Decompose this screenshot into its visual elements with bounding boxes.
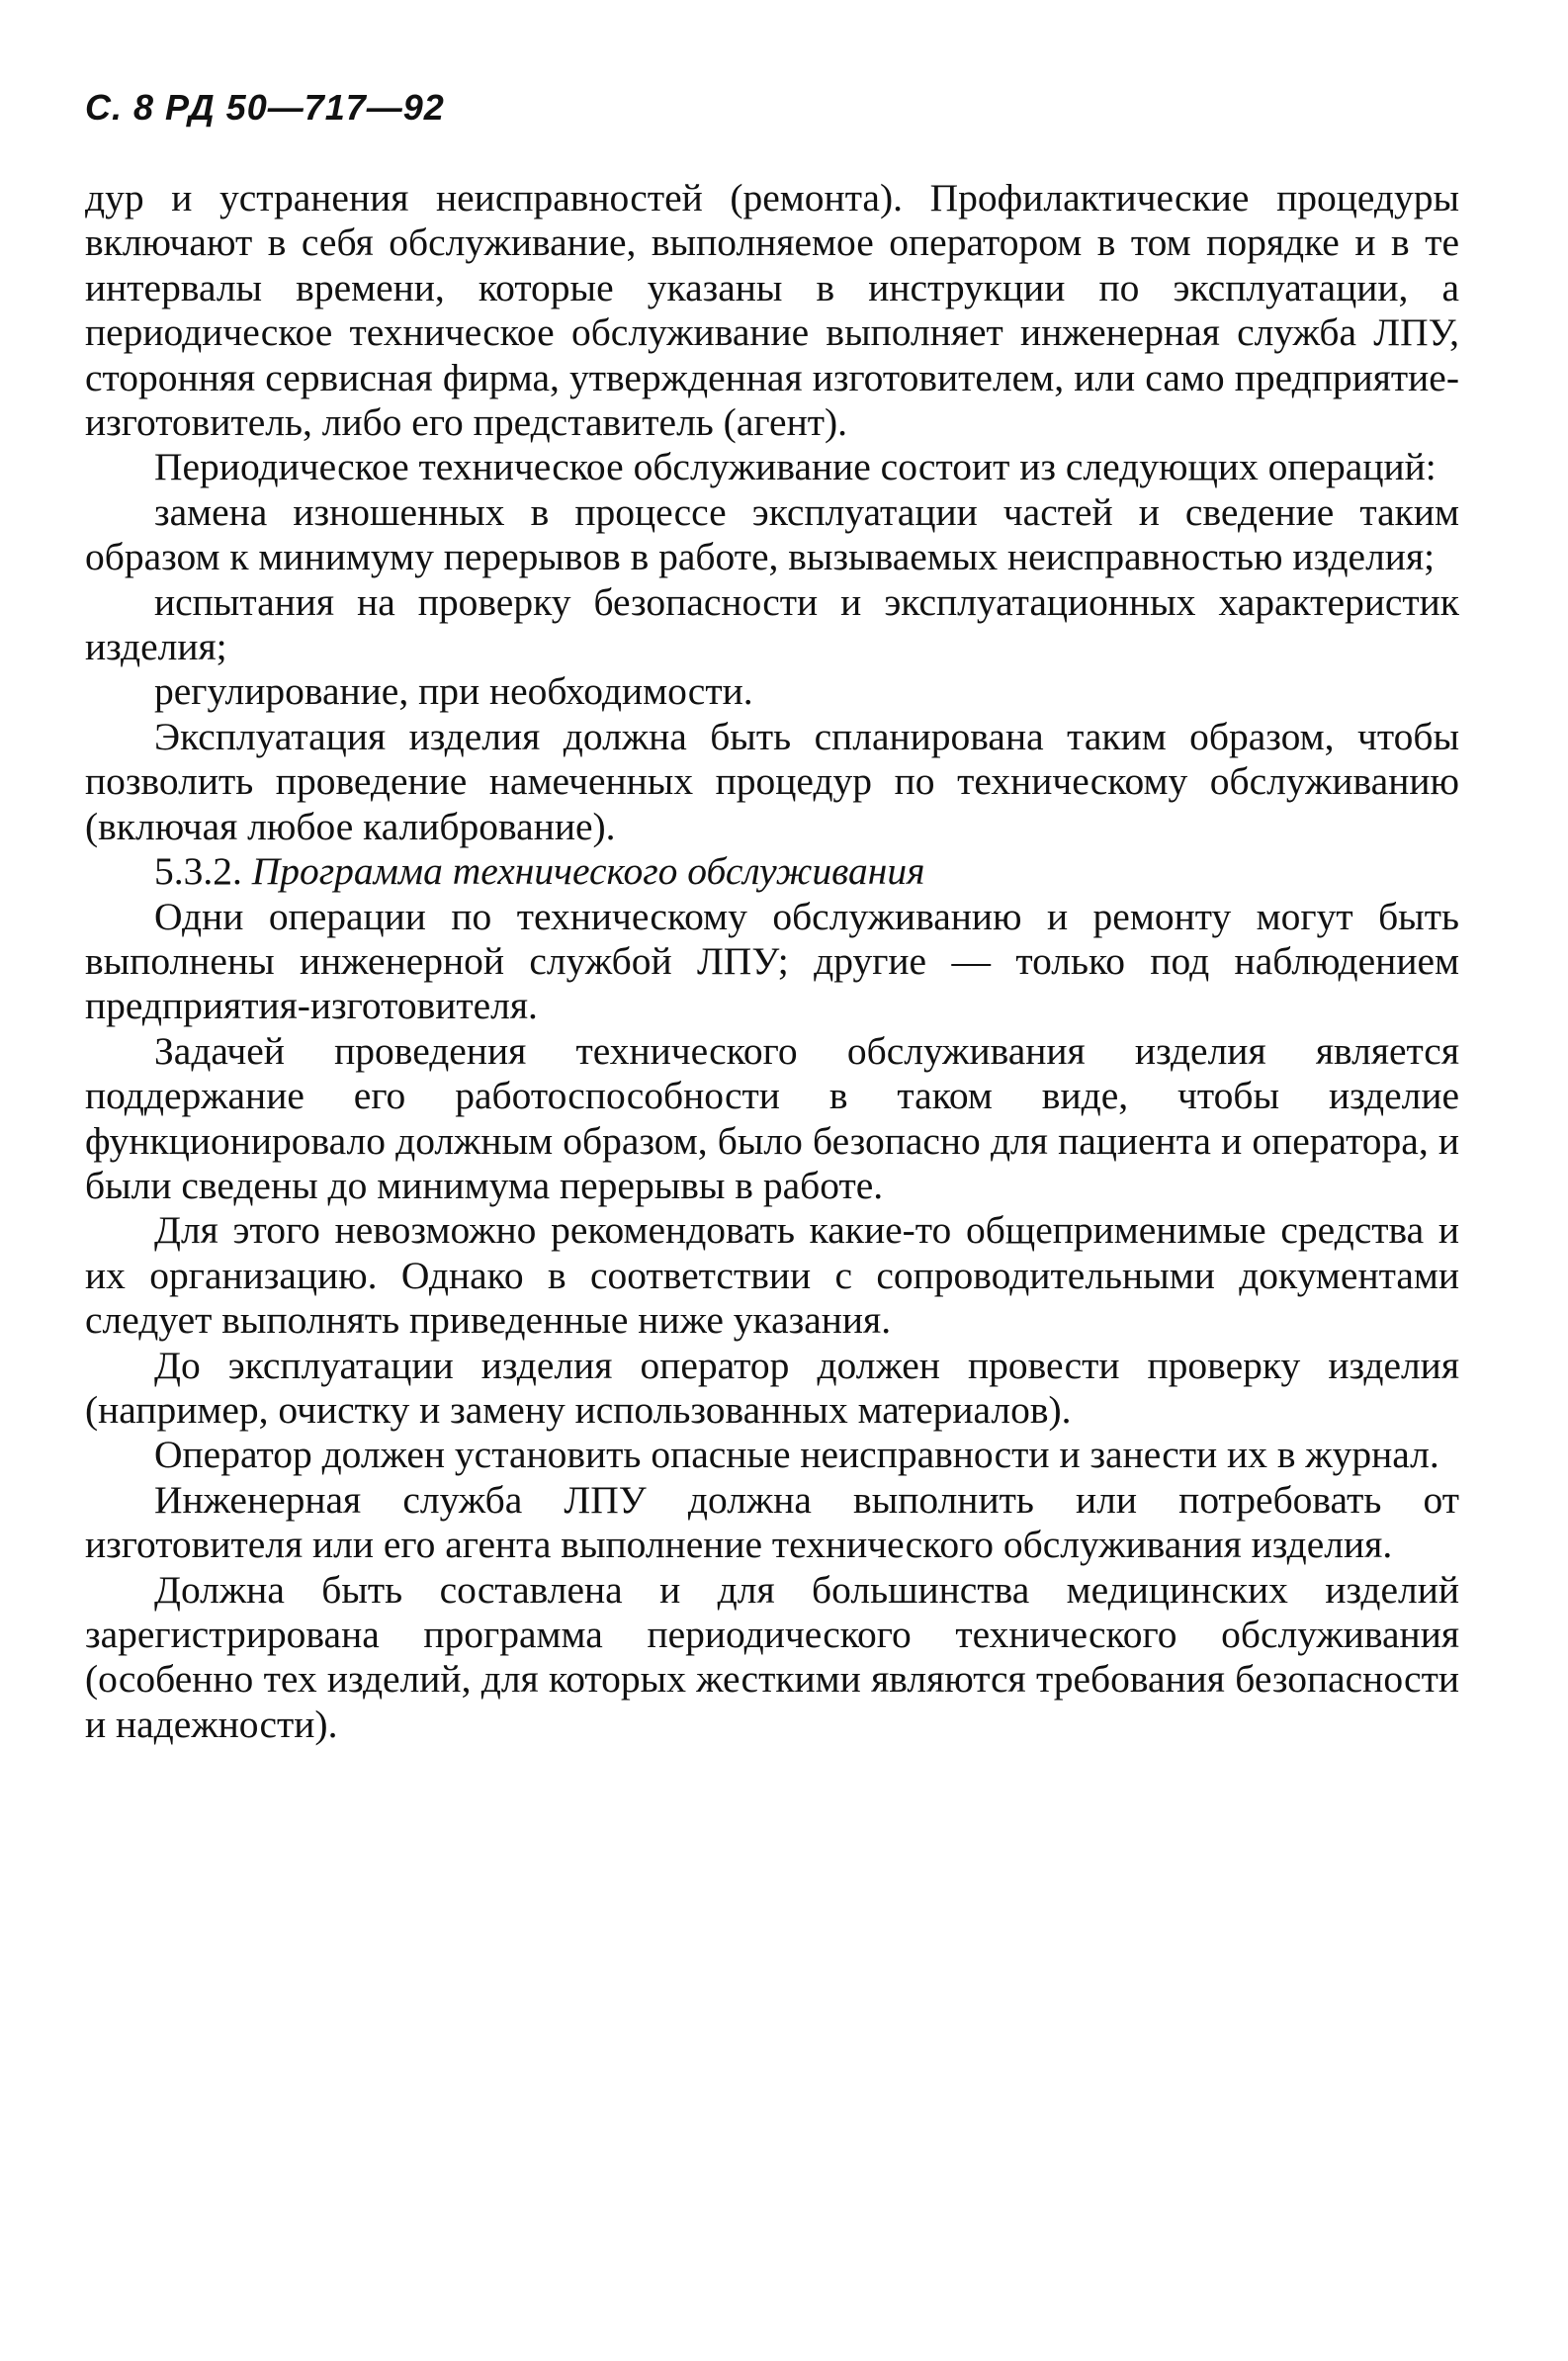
paragraph-operation-planning: Эксплуатация изделия должна быть спланирована таким образом, чтобы позволить проведение намеченных процедур по техническому обслуживанию (включая любое калибрование).	[85, 714, 1459, 848]
list-item-replacement: замена изношенных в процессе эксплуатации частей и сведение таким образом к минимуму перерывов в работе, вызываемых неисправностью изделия;	[85, 489, 1459, 579]
paragraph-task: Задачей проведения технического обслуживания изделия является поддержание его работоспособности в таком виде, чтобы изделие функционировало должным образом, было безопасно для пациента и оператора, и были сведены до минимума перерывы в работе.	[85, 1028, 1459, 1207]
paragraph-maintenance-program: Должна быть составлена и для большинства медицинских изделий зарегистрирована программа периодического технического обслуживания (особенно тех изделий, для которых жесткими являются требования безопасности и надежности).	[85, 1567, 1459, 1746]
paragraph-pre-operation-check: До эксплуатации изделия оператор должен провести проверку изделия (например, очистку и замену использованных материалов).	[85, 1343, 1459, 1432]
paragraph-engineering-service: Инженерная служба ЛПУ должна выполнить или потребовать от изготовителя или его агента выполнение технического обслуживания изделия.	[85, 1477, 1459, 1567]
list-item-testing: испытания на проверку безопасности и эксплуатационных характеристик изделия;	[85, 579, 1459, 669]
paragraph-operations: Одни операции по техническому обслуживанию и ремонту могут быть выполнены инженерной службой ЛПУ; другие — только под наблюдением предприятия-изготовителя.	[85, 894, 1459, 1028]
paragraph-recommendations: Для этого невозможно рекомендовать какие-то общеприменимые средства и их организацию. Однако в соответствии с сопроводительными документами следует выполнять приведенные ниже указания.	[85, 1208, 1459, 1343]
section-number: 5.3.2.	[154, 849, 242, 894]
section-title: Программа технического обслуживания	[251, 849, 925, 894]
body-text	[85, 176, 1459, 1747]
list-item-adjustment: регулирование, при необходимости.	[154, 669, 753, 714]
section-heading	[85, 849, 1459, 894]
paragraph-journal: Оператор должен установить опасные неисправности и занести их в журнал.	[154, 1433, 1439, 1477]
page-header: С. 8 РД 50—717—92	[85, 87, 445, 128]
paragraph-continuation: дур и устранения неисправностей (ремонта). Профилактические процедуры включают в себя обслуживание, выполняемое оператором в том порядке и в те интервалы времени, которые указаны в инструкции по эксплуатации, а периодическое техническое обслуживание выполняет инженерная служба ЛПУ, сторонняя сервисная фирма, утвержденная изготовителем, или само предприятие-изготовитель, либо его представитель (агент).	[85, 176, 1459, 445]
paragraph-periodic-maintenance: Периодическое техническое обслуживание состоит из следующих операций:	[154, 445, 1437, 489]
